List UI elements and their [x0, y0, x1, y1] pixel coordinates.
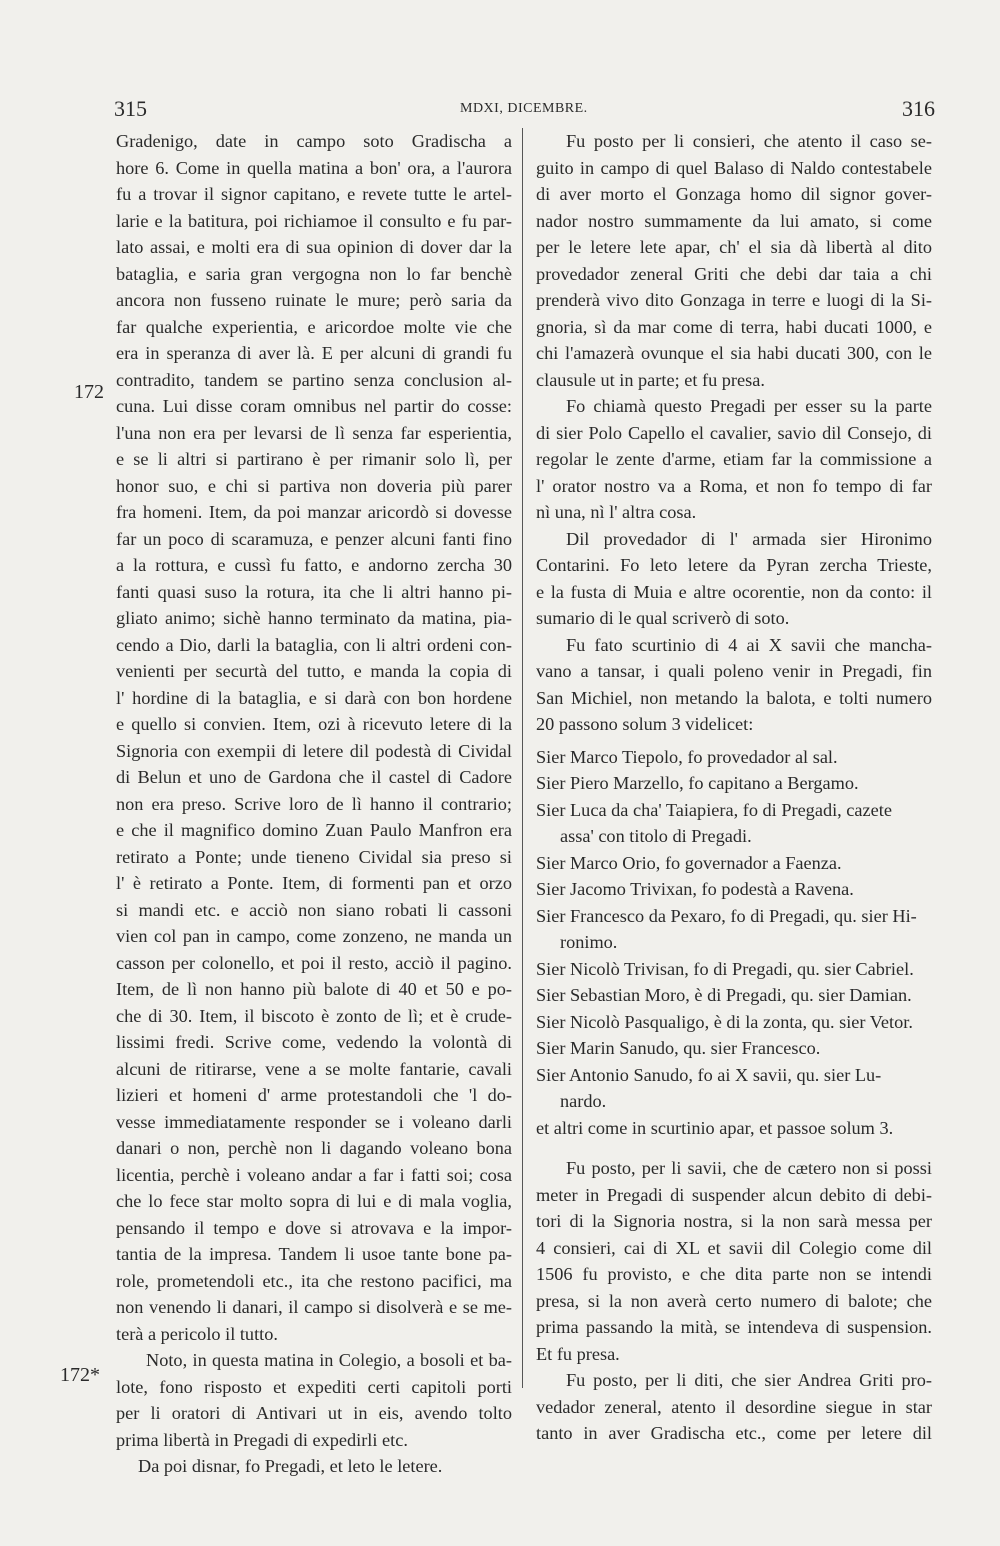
text-line: che di 30. Item, il biscoto è zonto de lì; et è crude- [116, 1005, 512, 1026]
text-line: Fu posto, per li savii, che de cætero non si possi [566, 1158, 932, 1178]
text-line: 4 consieri, cai di XL et savii dil Colegio come dil [536, 1237, 932, 1258]
scrutiny-list [536, 744, 932, 1142]
text-line: larie e la batitura, poi richiamoe il consulto e fu par- [116, 210, 512, 231]
text-line: et altri come in scurtinio apar, et passoe solum 3. [536, 1117, 894, 1138]
right-page-number: 316 [902, 96, 935, 121]
text-line: prenderà vivo dito Gonzaga in terre e luogi di la Si- [536, 290, 932, 310]
text-line: Contarini. Fo leto letere da Pyran zercha Trieste, [536, 555, 932, 575]
text-line: tanto in aver Gradischa etc., come per letere dil [536, 1423, 932, 1443]
text-line: 20 passono solum 3 videlicet: [536, 714, 754, 734]
text-line: Item, de lì non hanno più balote di 40 et 50 e po- [116, 979, 512, 999]
text-line: cuna. Lui disse coram omnibus nel partir do cosse: [116, 396, 512, 416]
text-line: lissimi fredi. Scrive come, vedendo la volontà di [116, 1032, 512, 1052]
text-line: Fu fato scurtinio di 4 ai X savii che mancha- [566, 634, 932, 655]
text-line: Fo chiamà questo Pregadi per esser su la parte [566, 396, 932, 416]
text-line: bataglia, e saria gran vergogna non lo far benchè [116, 263, 512, 284]
text-line: era in speranza di aver là. E per alcuni di grandi fu [116, 343, 512, 363]
text-line: terà a pericolo il tutto. [116, 1323, 278, 1344]
text-line: San Michiel, non metando la balota, e tolti numero [536, 687, 932, 708]
text-line: nì una, nì l' altra cosa. [536, 502, 697, 522]
text-line: lato assai, e molti era di sua opinion di dover dar la [116, 237, 512, 257]
text-line: Sier Luca da cha' Taiapiera, fo di Pregadi, cazete [536, 799, 892, 820]
text-line: Sier Marco Orio, fo governador a Faenza. [536, 852, 842, 873]
text-line: Sier Marin Sanudo, qu. sier Francesco. [536, 1038, 821, 1058]
text-line: assa' con titolo di Pregadi. [560, 826, 752, 846]
text-line: 1506 fu provisto, e che dita parte non se intendi [536, 1264, 932, 1284]
text-line: che lo fece star molto sopra di lui e di mala voglia, [116, 1191, 512, 1211]
text-line: Sier Nicolò Pasqualigo, è di la zonta, qu. sier Vetor. [536, 1011, 913, 1032]
margin-note-172: 172 [74, 381, 104, 403]
text-line: fu a trovar il signor capitano, e revete tutte le artel- [116, 184, 512, 204]
text-line: meter in Pregadi di suspender alcun debito di debi- [536, 1184, 932, 1205]
text-line: Gradenigo, date in campo soto Gradischa a [116, 131, 512, 151]
text-line: guito in campo di quel Balaso di Naldo contestabele [536, 157, 932, 178]
text-line: Sier Nicolò Trivisan, fo di Pregadi, qu. sier Cabriel. [536, 958, 914, 979]
text-line: gliato animo; sichè hanno terminato da matina, pia- [116, 608, 512, 628]
text-line: Sier Piero Marzello, fo capitano a Bergamo. [536, 773, 859, 793]
text-line: non venendo li danari, il campo si disolverà e se me- [116, 1297, 512, 1317]
text-line: e se li altri si partirano è per rimanir solo lì, per [116, 449, 512, 469]
text-line: nador nostro summamente da lui amato, si come [536, 210, 932, 231]
text-line: si mandi etc. e acciò non siano robati li cassoni [116, 899, 512, 920]
text-line: honor suo, e chi si partiva non doveria più parer [116, 475, 512, 496]
text-line: lizieri et homeni d' arme protestandoli che 'l do- [116, 1085, 512, 1105]
text-line: per li oratori di Antivari ut in eis, avendo tolto [116, 1403, 512, 1423]
text-line: far qualche experientia, e aricordoe molte vie che [116, 316, 512, 337]
text-line: fra homeni. Item, da poi manzar aricordò si dovesse [116, 502, 512, 522]
text-line: Dil provedador di l' armada sier Hironimo [566, 528, 932, 549]
text-line: gnoria, sì da mar come di terra, habi ducati 1000, e [536, 316, 932, 337]
column-rule [522, 128, 523, 1388]
text-line: prima passando la mità, se intendeva di suspension. [536, 1317, 932, 1337]
text-line: hore 6. Come in quella matina a bon' ora, a l'aurora [116, 157, 512, 178]
margin-note-172-star: 172* [60, 1364, 100, 1386]
text-line: di Belun et uno de Gardona che il castel di Cadore [116, 767, 512, 787]
left-column [116, 128, 512, 1480]
text-line: Fu posto, per li diti, che sier Andrea Griti pro- [566, 1370, 932, 1390]
text-line: prima libertà in Pregadi di expedirli etc. [116, 1429, 408, 1450]
text-line: provedador zeneral Griti che debi dar taia a chi [536, 263, 932, 284]
text-line: clausule ut in parte; et fu presa. [536, 369, 765, 390]
text-line: vien col pan in campo, come zonzeno, ne manda un [116, 926, 512, 946]
text-line: vesse immediatamente responder se i voleano darli [116, 1111, 512, 1132]
text-line: sumario di le qual scriverò di soto. [536, 608, 790, 628]
text-line: danari o non, perchè non li dagando voleano bona [116, 1138, 512, 1158]
text-line: casson per colonello, et poi il resto, acciò il pagino. [116, 952, 512, 973]
text-line: Sier Marco Tiepolo, fo provedador al sal. [536, 746, 838, 767]
text-line: ronimo. [560, 932, 618, 952]
text-line: l' è retirato a Ponte. Item, di formenti pan et orzo [116, 873, 512, 893]
text-line: vano a tansar, i quali poleno venir in Pregadi, fin [536, 661, 932, 681]
left-page-number: 315 [114, 96, 147, 121]
text-line: e quello si convien. Item, ozi à ricevuto letere di la [116, 714, 512, 734]
text-line: licentia, perchè i voleano andar a far i fatti soi; cosa [116, 1164, 512, 1185]
text-line: cendo a Dio, darli la bataglia, con li altri ordeni con- [116, 634, 512, 655]
text-line: l' orator nostro va a Roma, et non fo tempo di far [536, 475, 932, 496]
right-column [536, 128, 932, 1447]
text-line: Signoria con exempii di letere dil podestà di Cividal [116, 740, 512, 761]
text-line: e che il magnifico domino Zuan Paulo Manfron era [116, 820, 512, 840]
text-line: l'una non era per levarsi de lì senza far esperientia, [116, 422, 512, 443]
text-line: far un poco di scaramuza, e penzer alcuni fanti fino [116, 528, 512, 549]
text-line: Da poi disnar, fo Pregadi, et leto le letere. [138, 1456, 443, 1476]
text-line: Sier Sebastian Moro, è di Pregadi, qu. sier Damian. [536, 985, 912, 1005]
text-line: tantia de la impresa. Tandem li usoe tante bone pa- [116, 1244, 512, 1264]
right-section-a [536, 128, 932, 738]
text-line: contradito, tandem se partino senza conclusion al- [116, 369, 512, 390]
text-line: lote, fono risposto et expediti certi capitoli porti [116, 1376, 512, 1397]
text-line: nardo. [560, 1091, 607, 1111]
text-line: e la fusta di Muia e altre ocorentie, non da conto: il [536, 581, 932, 602]
text-line: a la rottura, e cussì fu fatto, e andorno zercha 30 [116, 555, 512, 575]
text-line: retirato a Ponte; unde tieneno Cividal sia preso si [116, 846, 512, 867]
text-line: Et fu presa. [536, 1343, 620, 1364]
text-line: l' hordine di la bataglia, e si darà con bon hordene [116, 687, 512, 708]
text-line: Fu posto per li consieri, che atento il caso se- [566, 131, 932, 151]
text-line: Sier Jacomo Trivixan, fo podestà a Ravena. [536, 879, 854, 899]
text-line: alcuni de ritirarse, vene a se molte fantarie, cavali [116, 1058, 512, 1079]
text-line: presa, si la non averà certo numero di balote; che [536, 1290, 932, 1311]
running-head: MDXI, DICEMBRE. [460, 101, 588, 116]
text-line: vedador zeneral, atento il desordine siegue in star [536, 1396, 932, 1417]
text-line: di sier Polo Capello el cavalier, savio dil Consejo, di [536, 422, 932, 443]
text-line: per le letere lete apar, ch' el sia dà libertà al dito [536, 237, 932, 257]
text-line: non era preso. Scrive loro de lì hanno il contrario; [116, 793, 512, 814]
text-line: role, prometendoli etc., ita che restono pacifici, ma [116, 1270, 512, 1291]
text-line: pensando il tempo e dove si atrovava e la impor- [116, 1217, 512, 1238]
text-line: chi l'amazerà ovunque el sia habi ducati 300, con le [536, 343, 932, 363]
text-line: Sier Antonio Sanudo, fo ai X savii, qu. sier Lu- [536, 1064, 882, 1085]
text-line: tori di la Signoria nostra, si la non sarà messa per [536, 1211, 932, 1231]
text-line: di aver morto el Gonzaga homo dil signor gover- [536, 184, 932, 204]
text-line: ancora non fusseno ruinate le mure; però saria da [116, 290, 512, 310]
text-line: fanti quasi suso la rotura, ita che li altri hanno pi- [116, 581, 512, 602]
text-line: Sier Francesco da Pexaro, fo di Pregadi, qu. sier Hi- [536, 905, 917, 926]
text-line: venienti per securtà del tutto, e manda la copia di [116, 661, 512, 681]
text-line: regolar le zente d'arme, etiam far la commissione a [536, 449, 932, 469]
right-section-b [536, 1155, 932, 1447]
text-line: Noto, in questa matina in Colegio, a bosoli et ba- [146, 1350, 512, 1370]
